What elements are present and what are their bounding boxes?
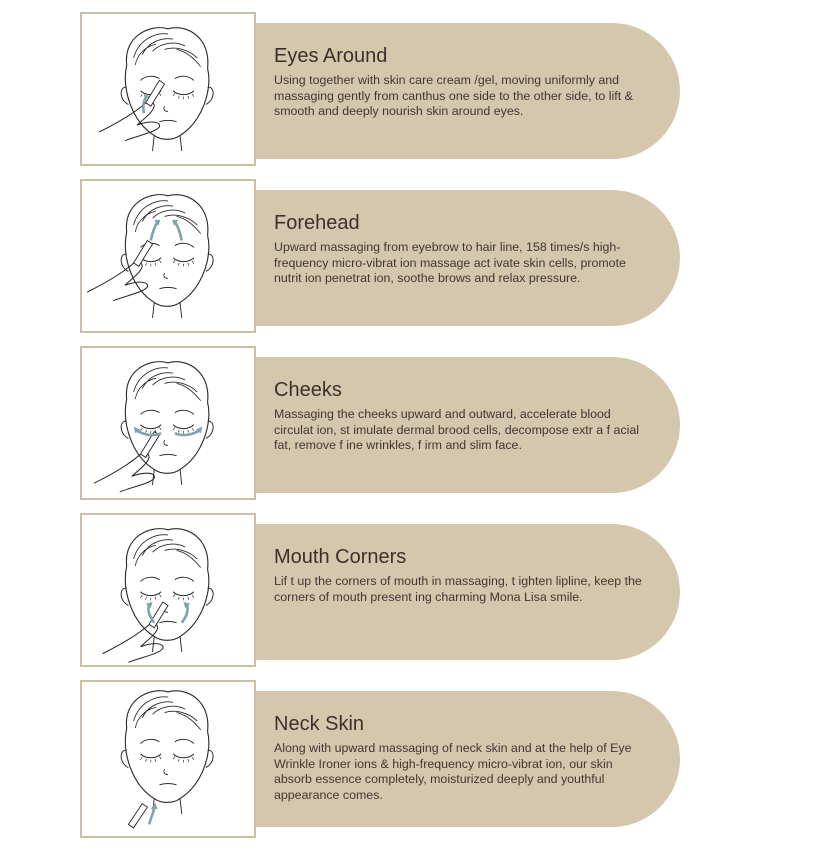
cheeks-card [256,357,680,493]
step-title: Neck Skin [274,713,365,735]
step-description: Using together with skin care cream /gel, moving uniformly and massaging gently from canthus one side to the other side, to lift & smooth and deeply nourish skin around eyes. [274,73,633,118]
mouth-illustration [80,513,256,667]
forehead-illustration [80,179,256,333]
step-description: Along with upward massaging of neck skin and at the help of Eye Wrinkle Ironer ions & high-frequency micro-vibrat ion, our skin absorb essence completely, moisturized deeply and youthful appearance comes. [274,741,632,802]
step-title: Mouth Corners [274,546,407,568]
neck-card [256,691,680,827]
mouth-card [256,524,680,660]
step-description: Lif t up the corners of mouth in massaging, t ighten lipline, keep the corners of mouth present ing charming Mona Lisa smile. [274,574,642,604]
step-description: Massaging the cheeks upward and outward, accelerate blood circulat ion, st imulate dermal brood cells, decompose extr a f acial fat, remove f ine wrinkles, f irm and slim face. [274,407,639,452]
face-mouth-massage-icon [82,515,254,665]
step-title: Forehead [274,212,360,234]
face-forehead-massage-icon [82,181,254,331]
face-cheek-massage-icon [82,348,254,498]
step-title: Cheeks [274,379,342,401]
cheeks-illustration [80,346,256,500]
forehead-card [256,190,680,326]
step-description: Upward massaging from eyebrow to hair line, 158 times/s high-frequency micro-vibrat ion massage act ivate skin cells, promote nutrit ion penetrat ion, soothe brows and relax pressure. [274,240,626,285]
face-eye-massage-icon [82,14,254,164]
face-neck-massage-icon [82,682,254,836]
neck-illustration [80,680,256,838]
eyes-illustration [80,12,256,166]
step-title: Eyes Around [274,45,388,67]
eyes-card [256,23,680,159]
